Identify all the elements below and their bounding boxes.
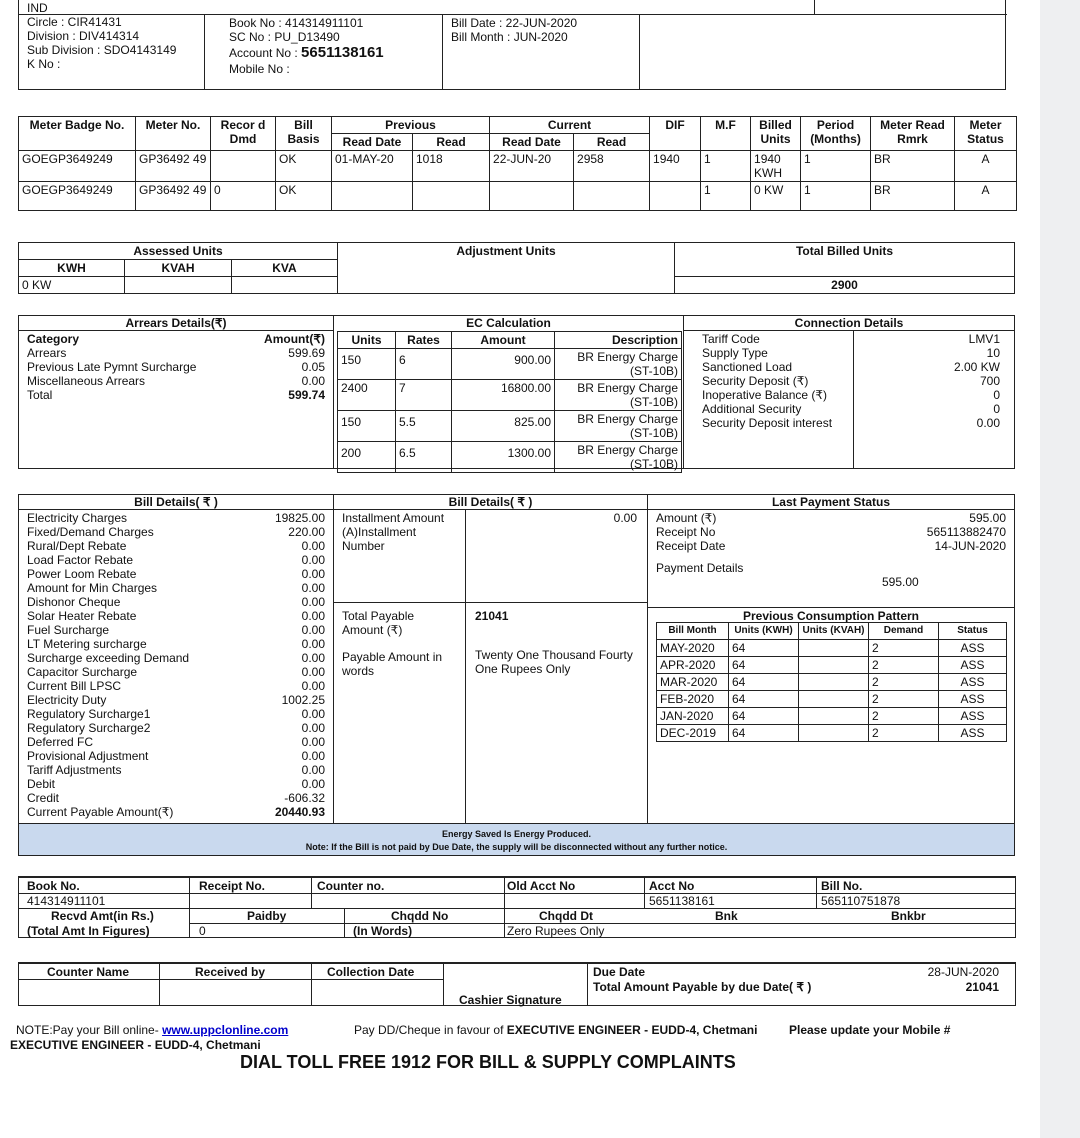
- cur-read-header: Read: [574, 134, 650, 151]
- meter-badge-header: Meter Badge No.: [19, 117, 136, 151]
- consumption-title: Previous Consumption Pattern: [742, 609, 920, 623]
- update-mobile-note: Please update your Mobile #: [789, 1023, 951, 1037]
- record-dmd: [211, 151, 276, 182]
- due-date-value: 28-JUN-2020: [927, 965, 999, 979]
- assessed-units-title: Assessed Units: [19, 243, 338, 260]
- units-kwh-header: Units (KWH): [729, 623, 799, 640]
- meter-table: [18, 116, 1017, 211]
- bill-month: Bill Month : JUN-2020: [451, 30, 568, 44]
- total-amt-figures-label: (Total Amt In Figures): [27, 924, 150, 938]
- period: 1: [801, 151, 871, 182]
- read-rmrk: BR: [871, 151, 955, 182]
- bill-row: Regulatory Surcharge2 0.00: [27, 721, 325, 735]
- paidby-label: Paidby: [247, 909, 287, 923]
- billed-units-header: Billed Units: [751, 117, 801, 151]
- counter-name-label: Counter Name: [47, 965, 130, 979]
- amount-header: Amount(₹): [264, 332, 325, 346]
- right-scroll-margin: [1040, 0, 1080, 1138]
- account-label: Account No :: [229, 46, 302, 60]
- category-header: Category: [27, 332, 80, 346]
- consumption-row: MAY-2020 64 2 ASS: [657, 640, 1007, 657]
- ec-title: EC Calculation: [466, 316, 551, 330]
- arrears-details-box: [18, 315, 334, 469]
- bill-date: Bill Date : 22-JUN-2020: [451, 16, 578, 30]
- pay-dd-payee: EXECUTIVE ENGINEER - EUDD-4, Chetmani: [506, 1023, 758, 1037]
- ec-rates-header: Rates: [396, 332, 452, 349]
- country-code: IND: [27, 1, 48, 15]
- arrears-total-row: Total 599.74: [27, 388, 325, 402]
- cashier-signature-label: Cashier Signature: [459, 993, 562, 1007]
- meter-no: GP36492 49: [136, 151, 211, 182]
- receipt-date-value: 14-JUN-2020: [934, 539, 1006, 553]
- pay-dd-prefix: Pay DD/Cheque in favour of: [354, 1023, 507, 1037]
- mf: 1: [701, 151, 751, 182]
- account-number: 5651138161: [301, 44, 384, 61]
- total-billed-units-value: 2900: [675, 277, 1015, 294]
- billed-units: 0 KW: [751, 182, 801, 211]
- previous-header: Previous: [332, 117, 490, 134]
- payable-words-label-2: words: [342, 664, 375, 678]
- bnkbr-label: Bnkbr: [891, 909, 926, 923]
- prev-read-header: Read: [413, 134, 490, 151]
- kvah-value: [125, 277, 232, 294]
- received-by-label: Received by: [195, 965, 266, 979]
- meter-badge: GOEGP3649249: [19, 182, 136, 211]
- bill-row: Solar Heater Rebate 0.00: [27, 609, 325, 623]
- kwh-header: KWH: [19, 260, 125, 277]
- billed-units: 1940 KWH: [751, 151, 801, 182]
- prev-read-date: 01-MAY-20: [332, 151, 413, 182]
- read-rmrk-header: Meter Read Rmrk: [871, 117, 955, 151]
- book-no-value: 414314911101: [27, 894, 106, 908]
- record-dmd-header: Recor d Dmd: [211, 117, 276, 151]
- acct-no-value: 5651138161: [649, 894, 715, 908]
- meter-status: A: [955, 151, 1017, 182]
- amount-label: Amount (₹): [656, 511, 717, 525]
- division: Division : DIV414314: [27, 29, 140, 43]
- cur-read-date: 22-JUN-20: [490, 151, 574, 182]
- bnk-label: Bnk: [715, 909, 738, 923]
- consumption-table: [656, 622, 1007, 742]
- bill-no-label: Bill No.: [821, 879, 863, 893]
- bill-row: Credit -606.32: [27, 791, 325, 805]
- sub-division: Sub Division : SDO4143149: [27, 43, 177, 57]
- prev-read: 1018: [413, 151, 490, 182]
- prev-read: [413, 182, 490, 211]
- consumption-row: APR-2020 64 2 ASS: [657, 657, 1007, 674]
- current-header: Current: [490, 117, 650, 134]
- online-payment-note: [16, 1023, 288, 1037]
- dif-header: DIF: [650, 117, 701, 151]
- bill-details-2-box: [333, 494, 648, 824]
- sc-no: SC No : PU_D13490: [229, 30, 340, 44]
- adjustment-units-title: Adjustment Units: [338, 243, 675, 294]
- total-billed-units-title: Total Billed Units: [675, 243, 1015, 277]
- energy-saved-slogan: Energy Saved Is Energy Produced.: [441, 829, 592, 839]
- bill-row: Deferred FC 0.00: [27, 735, 325, 749]
- connection-row: Inoperative Balance (₹) 0: [702, 388, 1000, 402]
- bill-basis: OK: [276, 182, 332, 211]
- dif: 1940: [650, 151, 701, 182]
- total-payable-label-2: Amount (₹): [342, 623, 403, 637]
- bill-row: Dishonor Cheque 0.00: [27, 595, 325, 609]
- bill-row: LT Metering surcharge 0.00: [27, 637, 325, 651]
- toll-free-banner: DIAL TOLL FREE 1912 FOR BILL & SUPPLY COMPLAINTS: [240, 1052, 736, 1072]
- meter-no-header: Meter No.: [136, 117, 211, 151]
- ec-row: 150 6 900.00 BR Energy Charge (ST-10B): [338, 349, 682, 380]
- bill-row: Regulatory Surcharge1 0.00: [27, 707, 325, 721]
- bill-row: Power Loom Rebate 0.00: [27, 567, 325, 581]
- note-prefix: NOTE:Pay your Bill online-: [16, 1023, 163, 1037]
- meter-status-header: Meter Status: [955, 117, 1017, 151]
- collection-date-label: Collection Date: [327, 965, 415, 979]
- ec-units-header: Units: [338, 332, 396, 349]
- arrears-row: Miscellaneous Arrears 0.00: [27, 374, 325, 388]
- bill-row: Rural/Dept Rebate 0.00: [27, 539, 325, 553]
- old-acct-no-label: Old Acct No: [507, 879, 576, 893]
- connection-row: Additional Security 0: [702, 402, 1000, 416]
- uppcl-online-link[interactable]: www.uppclonline.com: [162, 1023, 289, 1037]
- receipt-date-label: Receipt Date: [656, 539, 726, 553]
- prev-read-date-header: Read Date: [332, 134, 413, 151]
- consumption-row: MAR-2020 64 2 ASS: [657, 674, 1007, 691]
- cur-read: [574, 182, 650, 211]
- ec-row: 150 5.5 825.00 BR Energy Charge (ST-10B): [338, 411, 682, 442]
- arrears-row: Previous Late Pymnt Surcharge 0.05: [27, 360, 325, 374]
- connection-row: Supply Type 10: [702, 346, 1000, 360]
- installment-amount-value: 0.00: [613, 511, 637, 525]
- cur-read-date: [490, 182, 574, 211]
- installment-number-label: (A)Installment: [342, 525, 417, 539]
- cur-read-date-header: Read Date: [490, 134, 574, 151]
- ec-table: [337, 331, 682, 473]
- payment-details-label: Payment Details: [656, 561, 744, 575]
- payment-details-value: 595.00: [882, 575, 919, 589]
- bill-details-box: [18, 494, 334, 824]
- connection-row: Tariff Code LMV1: [702, 332, 1000, 346]
- mf-header: M.F: [701, 117, 751, 151]
- ec-row: 2400 7 16800.00 BR Energy Charge (ST-10B): [338, 380, 682, 411]
- record-dmd: 0: [211, 182, 276, 211]
- bill-row: Current Bill LPSC 0.00: [27, 679, 325, 693]
- meter-badge: GOEGP3649249: [19, 151, 136, 182]
- bill-row: Capacitor Surcharge 0.00: [27, 665, 325, 679]
- dif: [650, 182, 701, 211]
- book-no: Book No : 414314911101: [229, 16, 364, 30]
- due-date-label: Due Date: [593, 965, 646, 979]
- payable-amount-words-2: One Rupees Only: [475, 662, 571, 676]
- bill-basis: OK: [276, 151, 332, 182]
- payable-amount-words: Twenty One Thousand Fourty: [475, 648, 633, 662]
- bill-row: Provisional Adjustment 0.00: [27, 749, 325, 763]
- mobile-no: Mobile No :: [229, 62, 290, 76]
- bill-row: Amount for Min Charges 0.00: [27, 581, 325, 595]
- consumption-row: FEB-2020 64 2 ASS: [657, 691, 1007, 708]
- in-words-label: (In Words): [353, 924, 413, 938]
- chqdd-dt-label: Chqdd Dt: [539, 909, 593, 923]
- bill-month-header: Bill Month: [657, 623, 729, 640]
- bill-row: Tariff Adjustments 0.00: [27, 763, 325, 777]
- consumption-row: DEC-2019 64 2 ASS: [657, 725, 1007, 742]
- mf: 1: [701, 182, 751, 211]
- book-no-label: Book No.: [27, 879, 80, 893]
- read-rmrk: BR: [871, 182, 955, 211]
- bill-row: Load Factor Rebate 0.00: [27, 553, 325, 567]
- header-box: [18, 0, 1006, 90]
- bill-row: Fuel Surcharge 0.00: [27, 623, 325, 637]
- bill-row: Electricity Charges 19825.00: [27, 511, 325, 525]
- kwh-value: 0 KW: [19, 277, 125, 294]
- total-payable-due-label: Total Amount Payable by due Date( ₹ ): [593, 980, 812, 994]
- total-payable-label: Total Payable: [342, 609, 415, 623]
- connection-row: Security Deposit interest 0.00: [702, 416, 1000, 430]
- meter-no: GP36492 49: [136, 182, 211, 211]
- bill-row: Electricity Duty 1002.25: [27, 693, 325, 707]
- ec-amount-header: Amount: [452, 332, 555, 349]
- recvd-amt-label: Recvd Amt(in Rs.): [51, 909, 154, 923]
- total-payable-due-value: 21041: [965, 980, 999, 994]
- counter-box: [18, 962, 1016, 1006]
- period-header: Period (Months): [801, 117, 871, 151]
- meter-row: [19, 182, 1017, 211]
- kva-value: [232, 277, 338, 294]
- ec-description-header: Description: [555, 332, 682, 349]
- bill-details-2-title: Bill Details( ₹ ): [334, 495, 647, 510]
- amount-value: 595.00: [969, 511, 1006, 525]
- chqdd-no-label: Chqdd No: [391, 909, 449, 923]
- k-no: K No :: [27, 57, 61, 71]
- arrears-title: Arrears Details(₹): [19, 316, 333, 331]
- total-payable-value: 21041: [475, 609, 509, 623]
- acct-no-label: Acct No: [649, 879, 695, 893]
- installment-amount-label: Installment Amount: [342, 511, 445, 525]
- last-payment-box: [647, 494, 1015, 824]
- executive-engineer: EXECUTIVE ENGINEER - EUDD-4, Chetmani: [10, 1038, 261, 1052]
- current-payable-row: Current Payable Amount(₹) 20440.93: [27, 805, 325, 819]
- kvah-header: KVAH: [125, 260, 232, 277]
- receipt-box: [18, 876, 1016, 938]
- status-header: Status: [939, 623, 1007, 640]
- prev-read-date: [332, 182, 413, 211]
- assessed-units-table: [18, 242, 1015, 294]
- consumption-row: JAN-2020 64 2 ASS: [657, 708, 1007, 725]
- receipt-no-label: Receipt No.: [199, 879, 266, 893]
- connection-details-box: [683, 315, 1015, 469]
- demand-header: Demand: [869, 623, 939, 640]
- kva-header: KVA: [232, 260, 338, 277]
- payable-words-label: Payable Amount in: [342, 650, 443, 664]
- connection-row: Sanctioned Load 2.00 KW: [702, 360, 1000, 374]
- total-amt-figures-value: 0: [199, 924, 206, 938]
- bill-row: Surcharge exceeding Demand 0.00: [27, 651, 325, 665]
- circle: Circle : CIR41431: [27, 15, 122, 29]
- pay-dd-note: [354, 1023, 757, 1037]
- notice-band: [18, 823, 1015, 856]
- bill-basis-header: Bill Basis: [276, 117, 332, 151]
- counter-no-label: Counter no.: [317, 879, 385, 893]
- bill-row: Debit 0.00: [27, 777, 325, 791]
- connection-row: Security Deposit (₹) 700: [702, 374, 1000, 388]
- period: 1: [801, 182, 871, 211]
- meter-row: [19, 151, 1017, 182]
- cur-read: 2958: [574, 151, 650, 182]
- connection-title: Connection Details: [684, 316, 1014, 331]
- ec-calculation-box: [333, 315, 684, 469]
- units-kvah-header: Units (KVAH): [799, 623, 869, 640]
- meter-status: A: [955, 182, 1017, 211]
- ec-row: 200 6.5 1300.00 BR Energy Charge (ST-10B): [338, 442, 682, 473]
- disconnection-note: Note: If the Bill is not paid by Due Date, the supply will be disconnected without any further notice.: [305, 842, 728, 852]
- bill-no-value: 565110751878: [821, 894, 901, 908]
- last-payment-title: Last Payment Status: [648, 495, 1014, 510]
- bill-details-title: Bill Details( ₹ ): [19, 495, 333, 510]
- receipt-no-label: Receipt No: [656, 525, 716, 539]
- in-words-value: Zero Rupees Only: [507, 924, 605, 938]
- receipt-no-value: 565113882470: [926, 525, 1006, 539]
- bill-row: Fixed/Demand Charges 220.00: [27, 525, 325, 539]
- arrears-row: Arrears 599.69: [27, 346, 325, 360]
- installment-number-label-2: Number: [342, 539, 385, 553]
